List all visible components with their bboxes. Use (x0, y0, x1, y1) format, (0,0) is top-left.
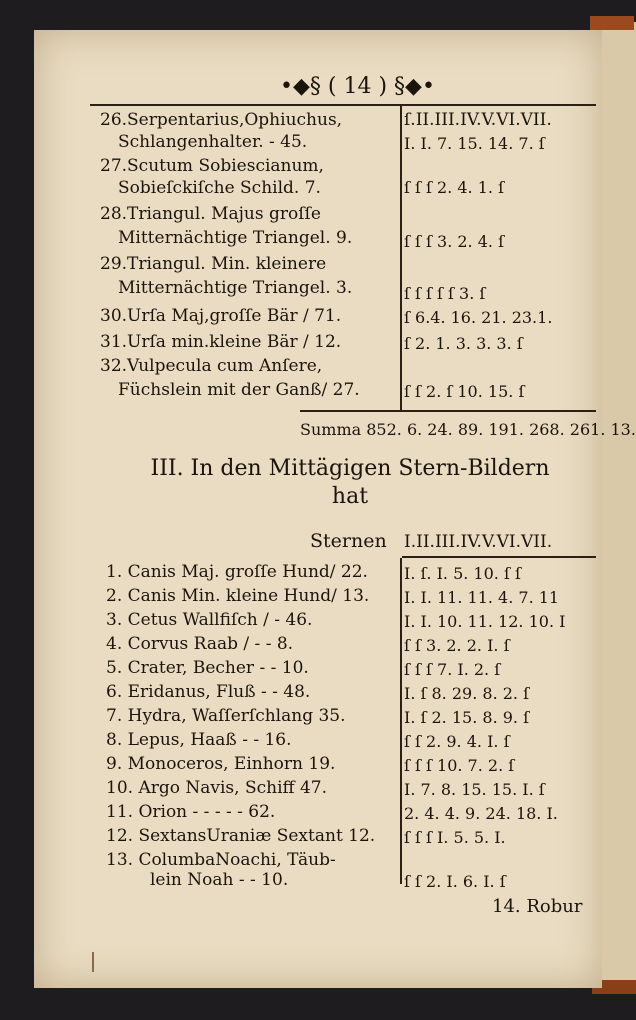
entry-26-line2: Schlangenhalter. - 45. (118, 132, 308, 152)
summa-rule (300, 410, 596, 412)
entry-4-values: ſ ſ 3. 2. 2. I. ſ (404, 636, 510, 655)
summa-line: Summa 852. 6. 24. 89. 191. 268. 261. 13. (300, 420, 636, 439)
entry-31-values: ſ 2. 1. 3. 3. 3. ſ (404, 334, 523, 353)
entry-32-values: ſ ſ 2. ſ 10. 15. ſ (404, 382, 525, 401)
entry-30-values: ſ 6.4. 16. 21. 23.1. (404, 308, 553, 327)
entry-26-line1: 26.Serpentarius,Ophiuchus, (100, 110, 343, 130)
entry-3-values: I. I. 10. 11. 12. 10. I (404, 612, 566, 631)
entry-7: 7. Hydra, Waſſerſchlang 35. (106, 706, 346, 726)
entry-9-values: ſ ſ ſ 10. 7. 2. ſ (404, 756, 515, 775)
page-tab (590, 16, 634, 30)
entry-13-line1: 13. ColumbaNoachi, Täub- (106, 850, 336, 870)
section-title: III. In den Mittägigen Stern-Bildern (150, 456, 550, 481)
entry-10-values: I. 7. 8. 15. 15. I. ſ (404, 780, 545, 799)
entry-5-values: ſ ſ ſ 7. I. 2. ſ (404, 660, 501, 679)
entry-11: 11. Orion - - - - - 62. (106, 802, 276, 822)
entry-10: 10. Argo Navis, Schiff 47. (106, 778, 328, 798)
entry-2: 2. Canis Min. kleine Hund/ 13. (106, 586, 370, 606)
entry-27-values: ſ ſ ſ 2. 4. 1. ſ (404, 178, 504, 197)
entry-1-values: I. ſ. I. 5. 10. ſ ſ (404, 564, 521, 583)
entry-27-line1: 27.Scutum Sobiescianum, (100, 156, 324, 176)
entry-2-values: I. I. 11. 11. 4. 7. 11 (404, 588, 560, 607)
entry-30: 30.Urſa Maj,groſſe Bär / 71. (100, 306, 342, 326)
entry-28-line2: Mitternächtige Triangel. 9. (118, 228, 353, 248)
page-header: •◆§ ( 14 ) §◆• (280, 74, 435, 99)
column-header-top: ſ.II.III.IV.V.VI.VII. (404, 110, 552, 130)
column-header: I.II.III.IV.V.VI.VII. (404, 532, 553, 552)
entry-9: 9. Monoceros, Einhorn 19. (106, 754, 336, 774)
entry-28-line1: 28.Triangul. Majus groſſe (100, 204, 321, 224)
header-rule (90, 104, 596, 106)
entry-32-line2: Füchslein mit der Ganß/ 27. (118, 380, 360, 400)
entry-1: 1. Canis Maj. groſſe Hund/ 22. (106, 562, 368, 582)
catchword: 14. Robur (492, 896, 583, 917)
entry-31: 31.Urſa min.kleine Bär / 12. (100, 332, 342, 352)
entry-8-values: ſ ſ 2. 9. 4. I. ſ (404, 732, 510, 751)
entry-29-values: ſ ſ ſ ſ ſ 3. ſ (404, 284, 486, 303)
entry-13-values: ſ ſ 2. I. 6. I. ſ (404, 872, 506, 891)
entry-29-line2: Mitternächtige Triangel. 3. (118, 278, 353, 298)
entry-32-line1: 32.Vulpecula cum Anſere, (100, 356, 323, 376)
entry-12: 12. SextansUraniæ Sextant 12. (106, 826, 376, 846)
entry-26-values: I. I. 7. 15. 14. 7. ſ (404, 134, 545, 153)
entry-6: 6. Eridanus, Fluß - - 48. (106, 682, 311, 702)
section-hat: hat (331, 484, 369, 509)
column-header-rule (402, 556, 596, 558)
entry-8: 8. Lepus, Haaß - - 16. (106, 730, 292, 750)
margin-mark (92, 952, 94, 972)
entry-3: 3. Cetus Wallfiſch / - 46. (106, 610, 313, 630)
entry-27-line2: Sobieſckiſche Schild. 7. (118, 178, 321, 198)
entry-11-values: 2. 4. 4. 9. 24. 18. I. (404, 804, 558, 823)
entry-5: 5. Crater, Becher - - 10. (106, 658, 309, 678)
entry-12-values: ſ ſ ſ I. 5. 5. I. (404, 828, 506, 847)
entry-7-values: I. ſ 2. 15. 8. 9. ſ (404, 708, 530, 727)
entry-28-values: ſ ſ ſ 3. 2. 4. ſ (404, 232, 504, 251)
section-sterne: Sternen (310, 530, 387, 552)
entry-6-values: I. ſ 8. 29. 8. 2. ſ (404, 684, 530, 703)
entry-4: 4. Corvus Raab / - - 8. (106, 634, 294, 654)
entry-13-line2: lein Noah - - 10. (150, 870, 289, 890)
entry-29-line1: 29.Triangul. Min. kleinere (100, 254, 327, 274)
